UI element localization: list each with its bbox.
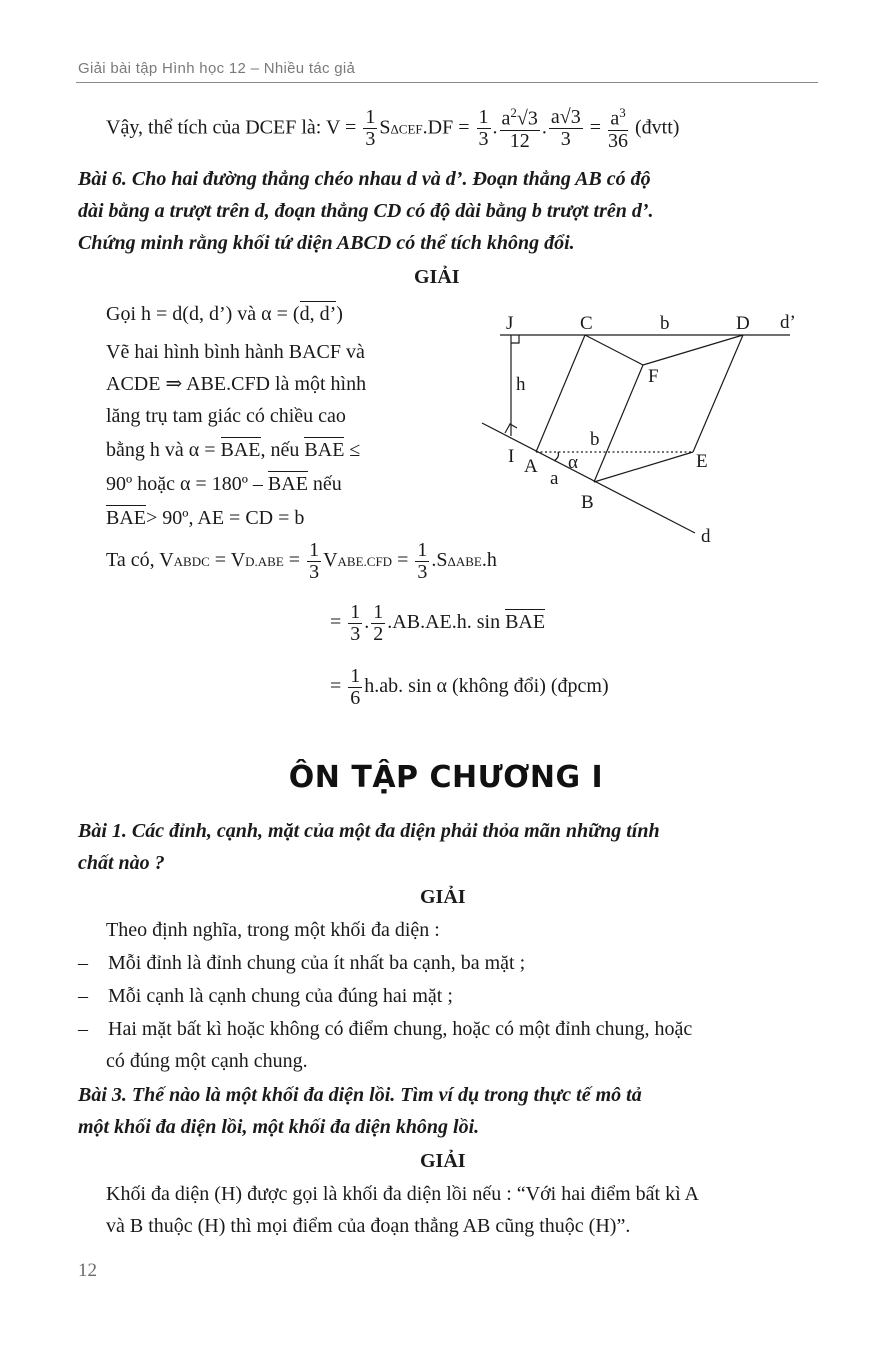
fraction: $\frac{1}{3}$ [478,106,489,151]
right-angle-J [511,335,519,343]
bai6-p1: Gọi h = d(d, d’) và α = (d, d’) [106,303,343,325]
header-rule [76,82,818,83]
chapter-title: ÔN TẬP CHƯƠNG I [288,760,604,795]
bai6-p7: BAE> 90º, AE = CD = b [106,507,305,529]
bai6-p3: ACDE ⇒ ABE.CFD là một hình [106,373,367,395]
fraction: $\frac{1}{6}$ [350,665,361,709]
segment-AC [536,335,585,452]
label-B: B [581,492,594,513]
bai3-p1: Khối đa diện (H) được gọi là khối đa diện lồi nếu : “Với hai điểm bất kì A [106,1183,699,1205]
fraction: $\frac{1}{3}$ [309,539,320,583]
bai6-p4: lăng trụ tam giác có chiều cao [106,405,346,427]
bai1-intro: Theo định nghĩa, trong một khối đa diện : [106,919,440,941]
label-D: D [736,313,750,334]
label-alpha: α [568,452,578,473]
segment-FD [643,335,743,365]
bai6-line-3: Chứng minh rằng khối tứ diện ABCD có thể tích không đổi. [78,232,575,254]
bai6-line-1: Bài 6. Cho hai đường thẳng chéo nhau d và d’. Đoạn thẳng AB có độ [78,168,651,190]
volume-equation-3: = $\frac{1}{6}$ h.ab. sin α (không đổi) (đpcm) [330,665,609,709]
bai6-giai-heading: GIẢI [414,266,460,288]
segment-BE [594,452,693,482]
fraction: $\frac{a√3}{3}$ [550,106,581,151]
line-d [482,423,695,533]
bai6-line-2: dài bằng a trượt trên d, đoạn thẳng CD có độ dài bằng b trượt trên d’. [78,200,654,222]
fraction: $\frac{a^2√3}{12}$ [501,105,538,152]
fraction: $\frac{a^3}{36}$ [608,105,629,152]
segment-CF [585,335,643,365]
label-b-mid: b [590,429,600,450]
volume-equation-1: Ta có, VABDC = VD.ABE = $\frac{1}{3}$ VABE.CFD = $\frac{1}{3}$ .SΔABE.h [106,539,497,583]
label-I: I [508,446,515,467]
fraction: $\frac{1}{3}$ [350,601,361,645]
label-h: h [516,374,526,395]
volume-formula: Vậy, thể tích của DCEF là: V = $\frac{1}{3}$ SΔCEF.DF = $\frac{1}{3}$ . $\frac{a^2√3}{12}$ . $\frac{a√3}{3}$ = $\frac{a^3}{36}$ (đvtt) [106,105,680,152]
bai3-p2: và B thuộc (H) thì mọi điểm của đoạn thẳng AB cũng thuộc (H)”. [106,1215,631,1237]
fraction: $\frac{1}{2}$ [373,601,384,645]
volume-equation-2: = $\frac{1}{3}$ . $\frac{1}{2}$ .AB.AE.h. sin BAE [330,601,546,645]
page-number: 12 [78,1260,97,1281]
bai3-line-2: một khối đa diện lồi, một khối đa diện không lồi. [78,1116,480,1138]
label-A: A [524,456,538,477]
fraction: $\frac{1}{3}$ [365,106,376,151]
volume-prefix: Vậy, thể tích của DCEF là: V = [106,116,357,139]
prism-figure [470,300,830,560]
bai6-p2: Vẽ hai hình bình hành BACF và [106,341,365,363]
label-d: d [701,526,711,547]
list-item: – Hai mặt bất kì hoặc không có điểm chung, hoặc có một đỉnh chung, hoặc [78,1018,693,1040]
running-header: Giải bài tập Hình học 12 – Nhiều tác giả [78,60,356,77]
bai1-line-2: chất nào ? [78,852,165,874]
bai6-p6: 90º hoặc α = 180º – BAE nếu [106,473,342,495]
bai6-p5: bằng h và α = BAE, nếu BAE ≤ [106,439,361,461]
label-F: F [648,366,659,387]
list-item-continuation: có đúng một cạnh chung. [106,1050,308,1072]
label-J: J [506,313,514,334]
bai3-giai-heading: GIẢI [420,1150,466,1172]
angle-arc [554,452,559,461]
list-item: – Mỗi cạnh là cạnh chung của đúng hai mặt ; [78,985,453,1007]
segment-DE [693,335,743,452]
bai3-line-1: Bài 3. Thế nào là một khối đa diện lồi. Tìm ví dụ trong thực tế mô tả [78,1084,642,1106]
list-item: – Mỗi đỉnh là đỉnh chung của ít nhất ba cạnh, ba mặt ; [78,952,526,974]
label-C: C [580,313,593,334]
fraction: $\frac{1}{3}$ [417,539,428,583]
bai1-line-1: Bài 1. Các đỉnh, cạnh, mặt của một đa diện phải thỏa mãn những tính [78,820,660,842]
label-d-prime: d’ [780,312,796,333]
label-b-top: b [660,313,670,334]
bai1-giai-heading: GIẢI [420,886,466,908]
label-E: E [696,451,708,472]
segment-FB [594,365,643,482]
label-a: a [550,468,559,489]
